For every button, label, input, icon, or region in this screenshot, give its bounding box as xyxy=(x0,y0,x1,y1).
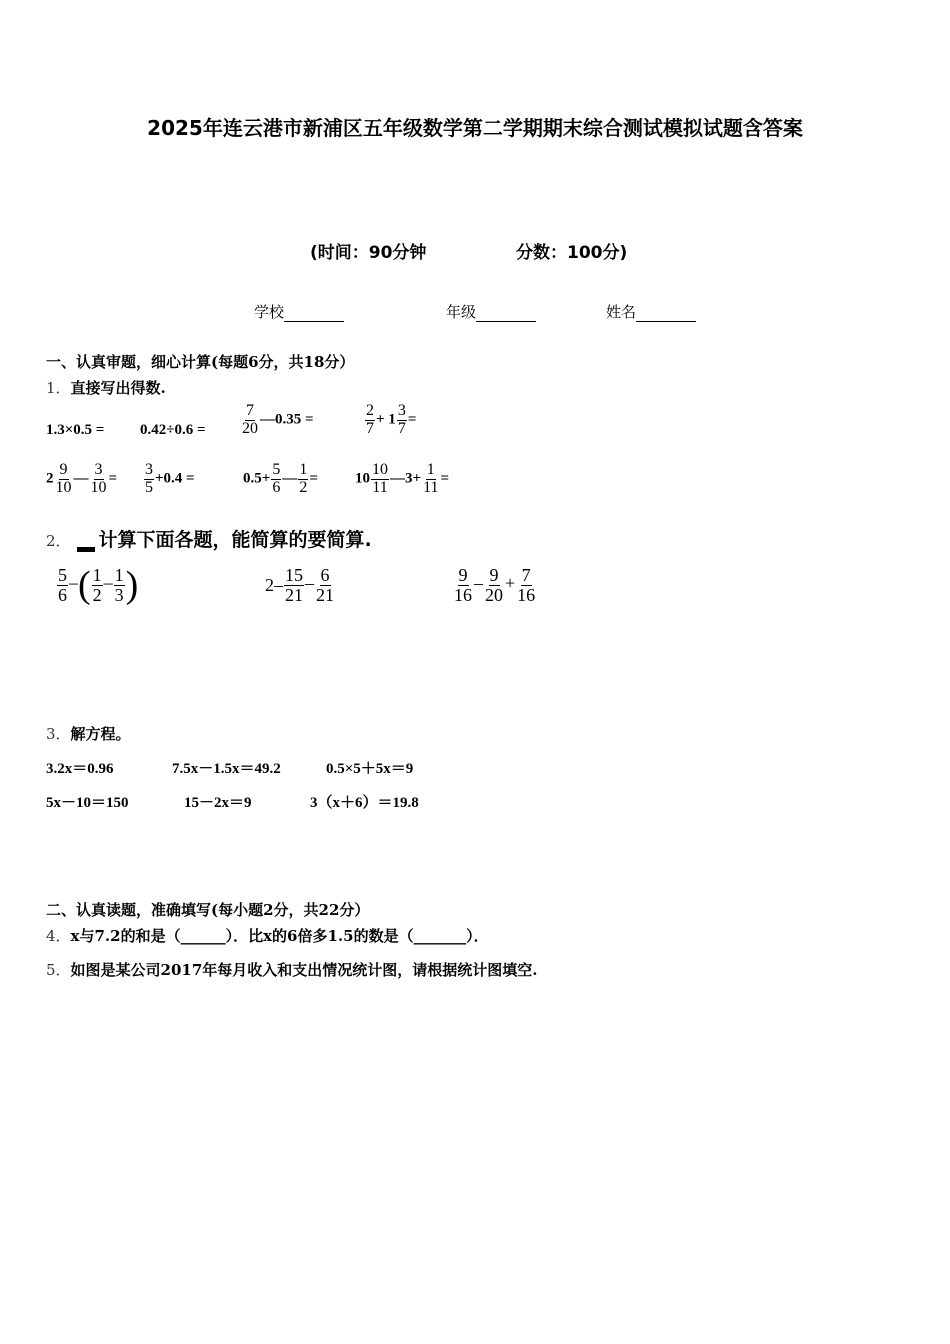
question-3: 3．解方程。 xyxy=(46,725,131,743)
exam-time: (时间：90分钟 xyxy=(310,243,427,263)
q1-item-c: $\frac{7}{20}$ —0.35 = xyxy=(242,402,314,437)
q2-expr-1: $\frac{5}{6}$ –( $\frac{1}{2}$ – $\frac{1}{3}$ ) xyxy=(58,564,139,606)
school-field: 学校 xyxy=(254,301,344,322)
q1-item-d: $\frac{2}{7}$ + 1 $\frac{3}{7}$ = xyxy=(366,402,417,437)
q3-eq-1: 3.2x＝0.96 xyxy=(46,761,114,777)
q1-item-g: 0.5+ $\frac{5}{6}$ — $\frac{1}{2}$ = xyxy=(243,461,318,496)
section1-heading: 一、认真审题，细心计算(每题6分，共18分） xyxy=(46,353,355,371)
q3-eq-2: 7.5x－1.5x＝49.2 xyxy=(172,761,281,777)
section2-heading: 二、认真读题，准确填写(每小题2分，共22分） xyxy=(46,901,370,919)
name-field: 姓名 xyxy=(606,301,696,322)
q1-item-a: 1.3×0.5 = xyxy=(46,422,105,438)
page-title: 2025年连云港市新浦区五年级数学第二学期期末综合测试模拟试题含答案 xyxy=(147,116,803,140)
grade-field: 年级 xyxy=(446,301,536,322)
question-4: 4．x与7.2的和是（______）．比x的6倍多1.5的数是（_______）． xyxy=(46,927,489,945)
question-1: 1．直接写出得数. xyxy=(46,379,166,397)
q2-expr-2: 2– $\frac{15}{21}$ – $\frac{6}{21}$ xyxy=(265,565,334,605)
question-5: 5．如图是某公司2017年每月收入和支出情况统计图，请根据统计图填空. xyxy=(46,961,538,979)
q3-eq-5: 15－2x＝9 xyxy=(184,795,252,811)
q1-item-b: 0.42÷0.6 = xyxy=(140,422,206,438)
q1-item-h: 10 $\frac{10}{11}$ —3+ $\frac{1}{11}$ = xyxy=(355,461,450,496)
q3-eq-6: 3（x＋6）＝19.8 xyxy=(310,795,419,811)
q1-item-f: $\frac{3}{5}$ +0.4 = xyxy=(145,461,195,496)
q3-eq-3: 0.5×5＋5x＝9 xyxy=(326,761,414,777)
exam-score: 分数：100分) xyxy=(516,243,628,263)
q2-expr-3: $\frac{9}{16}$ – $\frac{9}{20}$ + $\frac{7}{16}$ xyxy=(454,565,536,605)
question-2: 2． 计算下面各题，能简算的要简算. xyxy=(46,529,372,551)
q3-eq-4: 5x－10＝150 xyxy=(46,795,129,811)
q1-item-e: 2 $\frac{9}{10}$ — $\frac{3}{10}$ = xyxy=(46,461,118,496)
pen-mark-icon xyxy=(77,547,95,552)
